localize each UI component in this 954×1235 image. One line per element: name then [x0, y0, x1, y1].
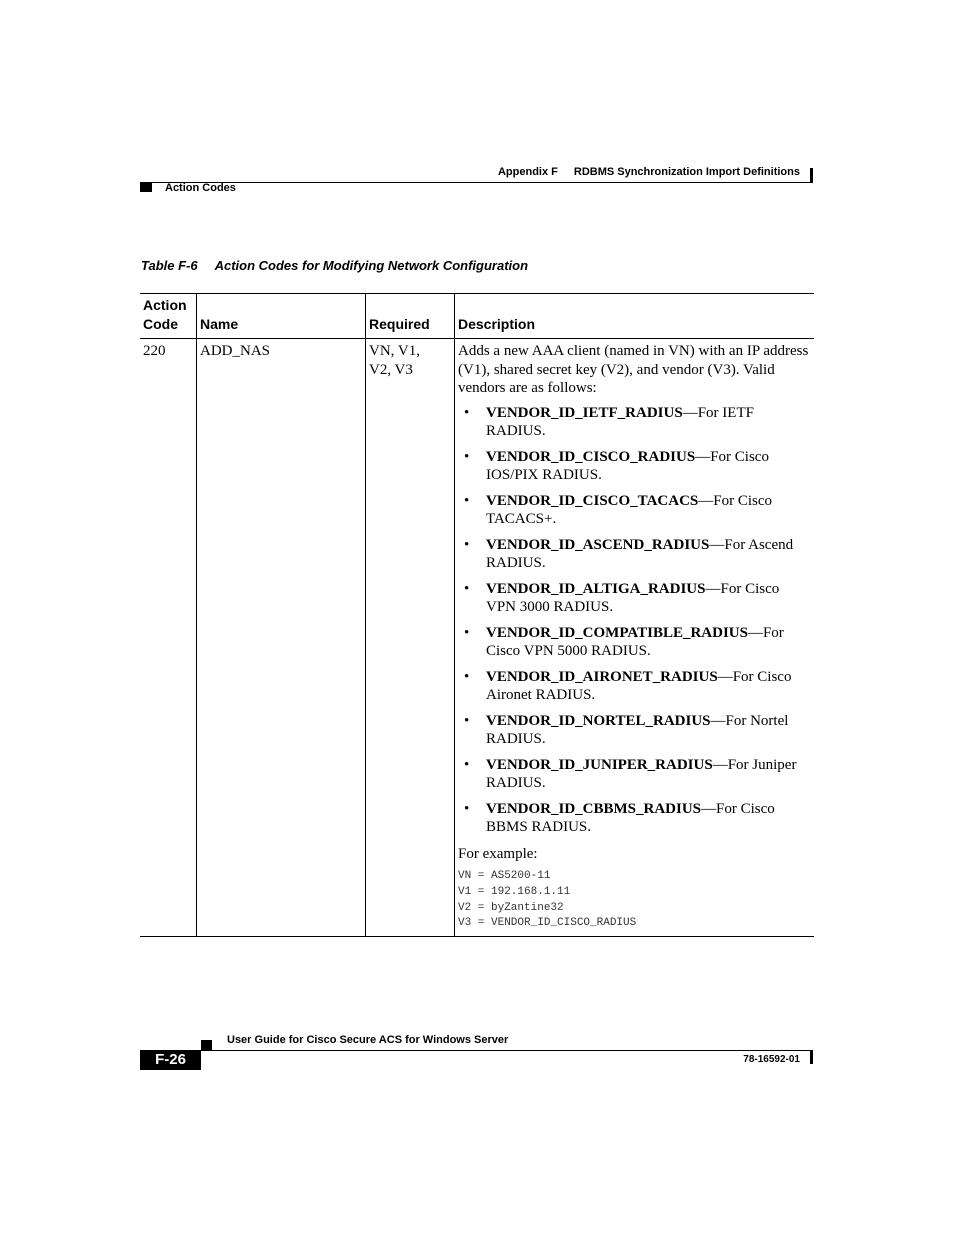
- description-intro: Adds a new AAA client (named in VN) with an IP address (V1), shared secret key (V2), and vendor (V3). Valid vendors are as follows:: [458, 343, 809, 396]
- table-number: Table F-6: [141, 258, 198, 273]
- list-item: • VENDOR_ID_NORTEL_RADIUS—For Nortel RADIUS.: [464, 712, 789, 747]
- chapter-title: RDBMS Synchronization Import Definitions: [573, 166, 800, 178]
- code-line: V3 = VENDOR_ID_CISCO_RADIUS: [458, 917, 637, 930]
- col-action-code: Action Code: [140, 294, 197, 339]
- list-item: • VENDOR_ID_JUNIPER_RADIUS—For Juniper RADIUS.: [464, 756, 797, 791]
- code-line: VN = AS5200-11: [458, 870, 551, 882]
- guide-title: User Guide for Cisco Secure ACS for Windows Server: [227, 1034, 509, 1046]
- footer-rule: [201, 1050, 813, 1051]
- bullet-icon: •: [464, 712, 470, 729]
- list-item: • VENDOR_ID_ALTIGA_RADIUS—For Cisco VPN 3000 RADIUS.: [464, 580, 780, 615]
- action-codes-table: [140, 293, 814, 937]
- footer-marker: [201, 1040, 212, 1050]
- bullet-icon: •: [464, 624, 470, 641]
- table-caption: [141, 258, 528, 273]
- table-header-row: [140, 294, 814, 339]
- col-description: Description: [455, 294, 815, 339]
- list-item: • VENDOR_ID_CBBMS_RADIUS—For Cisco BBMS RADIUS.: [464, 800, 775, 835]
- doc-number: 78-16592-01: [743, 1054, 800, 1065]
- header-rule: [140, 182, 813, 183]
- header-marker: [140, 183, 152, 192]
- bullet-icon: •: [464, 800, 470, 817]
- cell-name: ADD_NAS: [197, 339, 366, 937]
- cell-description: [455, 339, 815, 937]
- table-row: [140, 339, 814, 937]
- bullet-icon: •: [464, 580, 470, 597]
- cell-code: 220: [140, 339, 197, 937]
- list-item: • VENDOR_ID_COMPATIBLE_RADIUS—For Cisco VPN 5000 RADIUS.: [464, 624, 784, 659]
- bullet-icon: •: [464, 536, 470, 553]
- header-bar: [810, 168, 813, 183]
- vendor-list: [458, 404, 811, 837]
- bullet-icon: •: [464, 404, 470, 421]
- section-title: Action Codes: [165, 182, 236, 194]
- code-line: V1 = 192.168.1.11: [458, 885, 571, 898]
- code-line: V2 = byZantine32: [458, 901, 564, 914]
- list-item: • VENDOR_ID_CISCO_RADIUS—For Cisco IOS/PIX RADIUS.: [464, 448, 769, 483]
- list-item: • VENDOR_ID_AIRONET_RADIUS—For Cisco Aironet RADIUS.: [464, 668, 792, 703]
- bullet-icon: •: [464, 756, 470, 773]
- code-example: [458, 869, 811, 932]
- cell-required: VN, V1, V2, V3: [366, 339, 455, 937]
- col-required: Required: [366, 294, 455, 339]
- bullet-icon: •: [464, 668, 470, 685]
- bullet-icon: •: [464, 492, 470, 509]
- bullet-icon: •: [464, 448, 470, 465]
- example-label: For example:: [458, 845, 538, 862]
- appendix-label: Appendix F: [497, 166, 558, 178]
- page-number: F-26: [140, 1050, 201, 1070]
- list-item: • VENDOR_ID_IETF_RADIUS—For IETF RADIUS.: [464, 404, 754, 439]
- running-header: [498, 166, 800, 178]
- list-item: • VENDOR_ID_ASCEND_RADIUS—For Ascend RADIUS.: [464, 536, 794, 571]
- footer-bar: [810, 1051, 813, 1064]
- list-item: • VENDOR_ID_CISCO_TACACS—For Cisco TACACS+.: [464, 492, 773, 527]
- col-name: Name: [197, 294, 366, 339]
- table-title: Action Codes for Modifying Network Configuration: [214, 258, 529, 273]
